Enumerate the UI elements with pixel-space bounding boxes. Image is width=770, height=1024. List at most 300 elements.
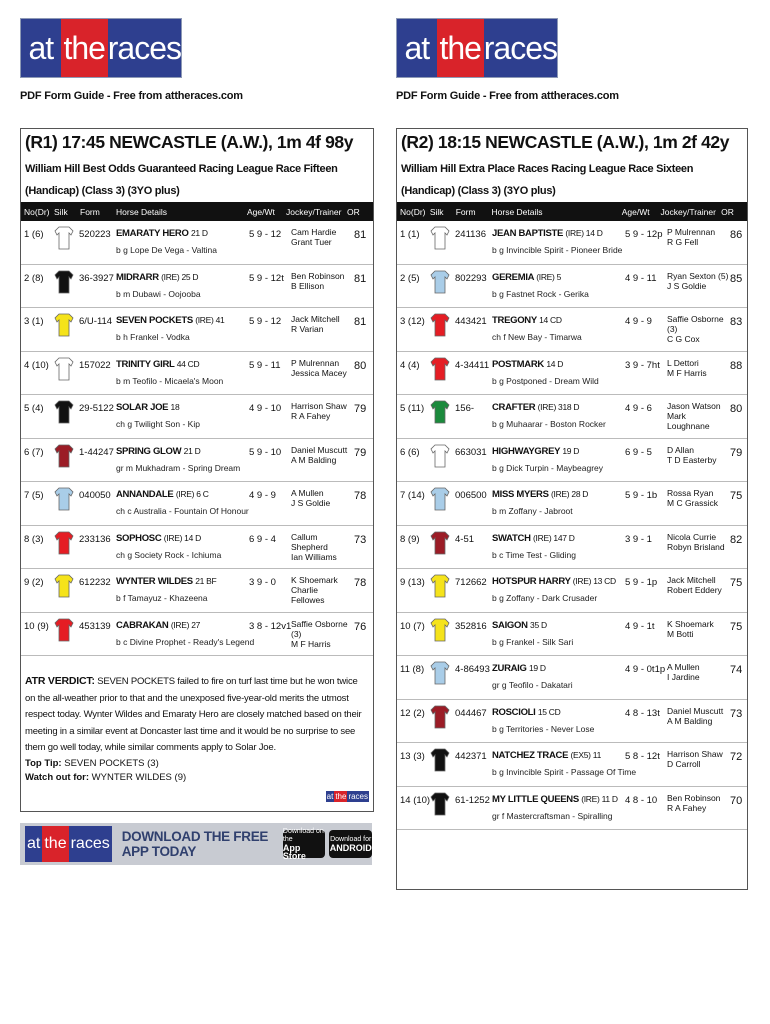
- header-or: OR: [721, 206, 734, 217]
- jockey-silk-icon: [430, 226, 450, 250]
- runner-number: 8 (3): [24, 533, 44, 545]
- horse-extra: (IRE) 13 CD: [572, 576, 616, 586]
- watch-out-for: Watch out for: WYNTER WILDES (9): [25, 772, 187, 783]
- horse-extra: 18: [170, 402, 180, 412]
- runner-form: 352816: [455, 620, 487, 632]
- jockey-trainer: [291, 488, 353, 508]
- official-rating: 73: [730, 707, 743, 720]
- age-weight: 3 9 - 0: [249, 577, 276, 588]
- age-weight: 5 8 - 12t: [625, 751, 660, 762]
- official-rating: 81: [354, 272, 367, 285]
- age-weight: 4 9 - 9: [625, 316, 652, 327]
- trainer-name: D Carroll: [667, 759, 701, 769]
- runner-row: [397, 613, 747, 657]
- horse-extra: (EX5) 11: [570, 750, 601, 760]
- jockey-name: Daniel Muscutt: [291, 444, 348, 455]
- trainer-name: Robert Eddery: [667, 585, 722, 595]
- age-weight: 3 8 - 12v1: [249, 620, 292, 632]
- runner-number: 14 (10): [400, 794, 431, 806]
- jockey-silk-icon: [54, 618, 74, 642]
- jockey-silk-icon: [54, 531, 74, 555]
- trainer-name: Mark Loughnane: [667, 411, 710, 431]
- official-rating: 72: [730, 751, 743, 763]
- runner-number: 8 (9): [400, 533, 420, 545]
- jockey-trainer: [667, 314, 729, 344]
- race-card-r2: [396, 128, 748, 890]
- runner-number: 13 (3): [400, 751, 425, 762]
- atr-logo: at the races: [20, 18, 182, 78]
- table-header: [397, 202, 747, 221]
- runner-form: 6/U-114: [79, 316, 113, 327]
- runner-form: 157022: [79, 359, 111, 371]
- official-rating: 78: [354, 577, 367, 589]
- official-rating: 79: [354, 403, 367, 415]
- horse-breeding: b c Time Test - Gliding: [492, 549, 576, 560]
- tips: [25, 757, 186, 785]
- horse-extra: 14 CD: [539, 315, 562, 325]
- age-weight: 6 9 - 4: [249, 533, 276, 545]
- jockey-name: Nicola Currie: [667, 531, 717, 542]
- runner-row: [397, 221, 747, 265]
- jockey-name: Jack Mitchell: [291, 314, 340, 324]
- horse-breeding: ch g Society Rock - Ichiuma: [116, 549, 222, 560]
- jockey-trainer: [667, 271, 729, 291]
- jockey-silk-icon: [430, 444, 450, 468]
- runner-form: 612232: [79, 577, 111, 588]
- horse-extra: 14 D: [546, 358, 564, 369]
- runner-number: 6 (6): [400, 446, 420, 458]
- trainer-name: Ian Williams: [291, 551, 337, 562]
- horse-breeding: ch c Australia - Fountain Of Honour: [116, 506, 249, 516]
- horse-breeding: b g Muhaarar - Boston Rocker: [492, 419, 606, 429]
- horse-extra: 44 CD: [176, 358, 200, 369]
- trainer-name: M Botti: [667, 628, 694, 639]
- horse-name[interactable]: ROSCIOLI 15 CD: [492, 706, 561, 718]
- header-age: Age/Wt: [247, 206, 275, 217]
- horse-breeding: b g Zoffany - Dark Crusader: [492, 593, 598, 603]
- horse-breeding: gr g Teofilo - Dakatari: [492, 680, 573, 690]
- age-weight: 4 8 - 13t: [625, 707, 660, 719]
- jockey-silk-icon: [430, 487, 450, 511]
- horse-name[interactable]: GEREMIA (IRE) 5: [492, 271, 562, 283]
- horse-breeding: b m Zoffany - Jabroot: [492, 506, 573, 516]
- horse-breeding: b g Frankel - Silk Sari: [492, 636, 574, 647]
- horse-name[interactable]: SAIGON 35 D: [492, 619, 547, 631]
- trainer-name: Jessica Macey: [291, 367, 347, 378]
- age-weight: 4 9 - 11: [625, 272, 657, 284]
- android-button[interactable]: Download for ANDROID: [329, 830, 372, 858]
- jockey-trainer: [291, 401, 353, 421]
- runner-row: [21, 613, 373, 657]
- runner-row: [397, 308, 747, 352]
- jockey-name: Callum Shepherd: [291, 531, 328, 552]
- race-subtitle: William Hill Best Odds Guaranteed Racing League Race Fifteen (Handicap) (Class 3) (3YO plus): [25, 163, 338, 197]
- jockey-trainer: [667, 619, 729, 639]
- official-rating: 75: [730, 577, 743, 589]
- jockey-name: K Shoemark: [291, 575, 338, 585]
- jockey-trainer: [667, 445, 729, 465]
- jockey-trainer: [291, 619, 353, 649]
- horse-extra: 21 BF: [195, 576, 217, 586]
- jockey-trainer: [291, 532, 353, 562]
- runner-form: 1-44247: [79, 446, 114, 458]
- horse-name[interactable]: NATCHEZ TRACE (EX5) 11: [492, 750, 601, 761]
- jockey-silk-icon: [54, 357, 74, 381]
- jockey-name: Ryan Sexton (5): [667, 270, 729, 281]
- horse-name[interactable]: CABRAKAN (IRE) 27: [116, 619, 201, 631]
- runner-list: [21, 221, 373, 656]
- horse-name[interactable]: EMARATY HERO 21 D: [116, 228, 208, 239]
- age-weight: 5 9 - 1b: [625, 490, 658, 501]
- official-rating: 70: [730, 794, 743, 807]
- trainer-name: I Jardine: [667, 672, 700, 682]
- runner-row: [397, 787, 747, 831]
- runner-number: 3 (12): [400, 316, 425, 327]
- jockey-silk-icon: [54, 270, 74, 294]
- runner-number: 4 (4): [400, 359, 420, 371]
- runner-row: [397, 265, 747, 309]
- jockey-name: L Dettori: [667, 357, 699, 368]
- official-rating: 79: [354, 446, 367, 459]
- trainer-name: T D Easterby: [667, 454, 717, 465]
- runner-number: 1 (1): [400, 229, 420, 240]
- jockey-name: Cam Hardie: [291, 227, 337, 237]
- atr-logo: at the races: [396, 18, 558, 78]
- jockey-silk-icon: [430, 705, 450, 729]
- jockey-silk-icon: [430, 748, 450, 772]
- horse-name[interactable]: ANNANDALE (IRE) 6 C: [116, 489, 209, 500]
- age-weight: 5 9 - 12: [249, 229, 282, 240]
- horse-name[interactable]: SEVEN POCKETS (IRE) 41: [116, 315, 225, 326]
- jockey-silk-icon: [54, 313, 74, 337]
- jockey-silk-icon: [54, 226, 74, 250]
- horse-extra: (IRE) 25 D: [161, 271, 199, 282]
- jockey-silk-icon: [54, 444, 74, 468]
- horse-breeding: gr m Mukhadram - Spring Dream: [116, 462, 241, 473]
- runner-form: 520223: [79, 229, 111, 240]
- horse-extra: 19 D: [562, 445, 580, 456]
- age-weight: 4 9 - 0t1p: [625, 664, 666, 675]
- runner-form: 36-3927: [79, 272, 114, 284]
- atr-mini-logo: at the races: [326, 792, 368, 801]
- horse-name[interactable]: MISS MYERS (IRE) 28 D: [492, 489, 589, 500]
- runner-form: 156-: [455, 403, 475, 414]
- horse-extra: 15 CD: [537, 706, 561, 717]
- header-silk: Silk: [429, 206, 444, 217]
- horse-breeding: b g Postponed - Dream Wild: [492, 375, 599, 386]
- header-or: OR: [347, 206, 360, 217]
- runner-form: 29-5122: [79, 403, 114, 414]
- trainer-name: Robyn Brisland: [667, 541, 725, 552]
- runner-row: [397, 482, 747, 526]
- jockey-name: Ben Robinson: [291, 270, 345, 281]
- runner-row: [21, 439, 373, 483]
- runner-number: 5 (4): [24, 403, 44, 414]
- horse-name[interactable]: TREGONY 14 CD: [492, 315, 562, 326]
- horse-extra: 35 D: [530, 619, 547, 630]
- jockey-trainer: [667, 575, 729, 595]
- runner-number: 10 (7): [400, 620, 425, 632]
- horse-breeding: b g Dick Turpin - Maybeagrey: [492, 462, 604, 473]
- trainer-name: J S Goldie: [667, 280, 707, 291]
- jockey-silk-icon: [430, 357, 450, 381]
- age-weight: 5 9 - 11: [249, 359, 281, 371]
- horse-extra: (IRE) 147 D: [533, 532, 575, 543]
- official-rating: 73: [354, 533, 367, 546]
- jockey-silk-icon: [430, 531, 450, 555]
- app-store-button[interactable]: Download on the App Store: [282, 828, 324, 861]
- horse-extra: 19 D: [528, 663, 546, 673]
- horse-breeding: b g Invincible Spirit - Pioneer Bride: [492, 245, 623, 255]
- jockey-name: Jack Mitchell: [667, 575, 716, 585]
- header-no: No(Dr): [24, 206, 50, 217]
- horse-breeding: ch f New Bay - Timarwa: [492, 332, 582, 342]
- header-jockey: Jockey/Trainer: [286, 206, 342, 217]
- age-weight: 4 9 - 1t: [625, 620, 655, 632]
- runner-list: [397, 221, 747, 830]
- header-horse: Horse Details: [116, 206, 168, 217]
- age-weight: 4 9 - 6: [625, 403, 652, 414]
- header-age: Age/Wt: [621, 206, 650, 217]
- horse-name[interactable]: SOLAR JOE 18: [116, 402, 180, 413]
- jockey-trainer: [291, 575, 353, 605]
- atr-verdict: [25, 673, 369, 757]
- trainer-name: Grant Tuer: [291, 237, 332, 247]
- runner-form: 712662: [455, 577, 487, 588]
- jockey-trainer: [667, 227, 729, 247]
- runner-number: 5 (11): [400, 403, 425, 414]
- race-subtitle: William Hill Extra Place Races Racing League Race Sixteen (Handicap) (Class 3) (3YO plus): [401, 163, 694, 197]
- horse-breeding: b c Divine Prophet - Ready's Legend: [116, 636, 255, 647]
- trainer-name: A M Balding: [291, 454, 337, 465]
- age-weight: 5 9 - 10: [249, 446, 282, 458]
- runner-form: 233136: [79, 533, 111, 545]
- horse-name[interactable]: SPRING GLOW 21 D: [116, 445, 201, 457]
- header-jockey: Jockey/Trainer: [660, 206, 716, 217]
- runner-form: 4-86493: [455, 664, 490, 675]
- runner-row: [21, 308, 373, 352]
- runner-number: 3 (1): [24, 316, 44, 327]
- runner-form: 006500: [455, 490, 487, 501]
- runner-number: 2 (5): [400, 272, 420, 284]
- horse-name[interactable]: JEAN BAPTISTE (IRE) 14 D: [492, 228, 603, 239]
- horse-name[interactable]: HOTSPUR HARRY (IRE) 13 CD: [492, 576, 616, 587]
- official-rating: 83: [730, 316, 743, 328]
- runner-row: [21, 569, 373, 613]
- horse-extra: (IRE) 318 D: [537, 402, 580, 412]
- official-rating: 82: [730, 533, 743, 546]
- banner-text: DOWNLOAD THE FREE APP TODAY: [121, 829, 269, 859]
- jockey-trainer: [667, 706, 729, 726]
- jockey-silk-icon: [430, 792, 450, 816]
- jockey-silk-icon: [430, 400, 450, 424]
- runner-number: 12 (2): [400, 707, 425, 719]
- header-silk: Silk: [54, 206, 68, 217]
- top-tip: Top Tip: SEVEN POCKETS (3): [25, 758, 159, 769]
- runner-number: 9 (13): [400, 577, 425, 588]
- age-weight: 4 9 - 10: [249, 403, 282, 414]
- jockey-name: P Mulrennan: [291, 357, 340, 368]
- horse-extra: 21 D: [190, 228, 208, 238]
- runner-row: [397, 700, 747, 744]
- official-rating: 79: [730, 446, 743, 459]
- horse-extra: 21 D: [183, 445, 201, 456]
- official-rating: 75: [730, 490, 743, 502]
- runner-row: [397, 569, 747, 613]
- jockey-trainer: [667, 749, 729, 769]
- horse-name[interactable]: ZURAIG 19 D: [492, 663, 546, 674]
- horse-name[interactable]: CRAFTER (IRE) 318 D: [492, 402, 580, 413]
- jockey-trainer: [291, 227, 353, 247]
- horse-breeding: b g Territories - Never Lose: [492, 723, 595, 734]
- official-rating: 88: [730, 359, 743, 372]
- age-weight: 5 9 - 12p: [625, 229, 663, 240]
- official-rating: 80: [354, 359, 367, 372]
- horse-breeding: b h Frankel - Vodka: [116, 332, 190, 342]
- horse-breeding: ch g Twilight Son - Kip: [116, 419, 200, 429]
- runner-form: 442371: [455, 751, 487, 762]
- age-weight: 3 9 - 1: [625, 533, 652, 545]
- jockey-silk-icon: [54, 400, 74, 424]
- runner-row: [397, 743, 747, 787]
- runner-number: 9 (2): [24, 577, 44, 588]
- age-weight: 4 9 - 9: [249, 490, 276, 501]
- official-rating: 78: [354, 490, 367, 502]
- age-weight: 5 9 - 1p: [625, 577, 658, 588]
- jockey-trainer: [291, 271, 353, 291]
- jockey-name: Harrison Shaw: [667, 749, 723, 759]
- trainer-name: M C Grassick: [667, 498, 718, 508]
- runner-form: 044467: [455, 707, 487, 719]
- column-left: [20, 0, 372, 801]
- jockey-trainer: [667, 401, 729, 431]
- race-title: (R2) 18:15 NEWCASTLE (A.W.), 1m 2f 42y: [401, 132, 730, 152]
- trainer-name: J S Goldie: [291, 498, 331, 508]
- header-form: Form: [80, 206, 100, 217]
- horse-extra: (IRE) 41: [195, 315, 225, 325]
- runner-row: [21, 526, 373, 570]
- table-header: [21, 202, 373, 221]
- official-rating: 85: [730, 272, 743, 285]
- jockey-name: Jason Watson: [667, 401, 721, 411]
- runner-row: [397, 656, 747, 700]
- runner-number: 7 (14): [400, 490, 425, 501]
- official-rating: 76: [354, 620, 367, 633]
- horse-name[interactable]: POSTMARK 14 D: [492, 358, 564, 370]
- horse-name[interactable]: MIDRARR (IRE) 25 D: [116, 271, 199, 283]
- jockey-silk-icon: [430, 574, 450, 598]
- jockey-trainer: [291, 314, 353, 334]
- pdf-guide-caption: PDF Form Guide - Free from attheraces.com: [20, 90, 243, 102]
- runner-form: 802293: [455, 272, 487, 284]
- runner-row: [21, 352, 373, 396]
- jockey-name: Ben Robinson: [667, 792, 721, 803]
- runner-number: 2 (8): [24, 272, 44, 284]
- header-form: Form: [455, 206, 476, 217]
- jockey-name: D Allan: [667, 444, 694, 455]
- horse-name[interactable]: WYNTER WILDES 21 BF: [116, 576, 217, 587]
- runner-form: 4-34411: [455, 359, 490, 371]
- runner-number: 4 (10): [24, 359, 49, 371]
- age-weight: 6 9 - 5: [625, 446, 652, 458]
- runner-row: [21, 482, 373, 526]
- horse-name[interactable]: HIGHWAYGREY 19 D: [492, 445, 580, 457]
- jockey-name: Saffie Osborne (3): [291, 618, 348, 639]
- horse-breeding: b m Teofilo - Micaela's Moon: [116, 375, 224, 386]
- jockey-silk-icon: [430, 270, 450, 294]
- jockey-silk-icon: [430, 313, 450, 337]
- trainer-name: M F Harris: [291, 638, 331, 649]
- jockey-name: A Mullen: [667, 662, 700, 672]
- runner-number: 6 (7): [24, 446, 44, 458]
- horse-name[interactable]: SWATCH (IRE) 147 D: [492, 532, 575, 544]
- jockey-name: Saffie Osborne (3): [667, 314, 724, 334]
- official-rating: 81: [354, 316, 367, 328]
- jockey-trainer: [291, 445, 353, 465]
- jockey-silk-icon: [430, 661, 450, 685]
- age-weight: 3 9 - 7ht: [625, 359, 660, 371]
- horse-name[interactable]: MY LITTLE QUEENS (IRE) 11 D: [492, 793, 618, 805]
- jockey-silk-icon: [430, 618, 450, 642]
- trainer-name: M F Harris: [667, 367, 707, 378]
- trainer-name: B Ellison: [291, 280, 325, 291]
- horse-name[interactable]: SOPHOSC (IRE) 14 D: [116, 532, 201, 544]
- age-weight: 4 8 - 10: [625, 794, 658, 806]
- horse-extra: (IRE) 14 D: [565, 228, 603, 238]
- runner-row: [21, 221, 373, 265]
- horse-breeding: b g Invincible Spirit - Passage Of Time: [492, 767, 637, 777]
- runner-row: [21, 265, 373, 309]
- runner-form: 443421: [455, 316, 487, 327]
- official-rating: 74: [730, 664, 743, 676]
- runner-form: 61-1252: [455, 794, 490, 806]
- jockey-trainer: [667, 358, 729, 378]
- runner-number: 10 (9): [24, 620, 49, 632]
- official-rating: 81: [354, 229, 367, 241]
- horse-breeding: gr f Mastercraftsman - Spiralling: [492, 810, 613, 821]
- trainer-name: R A Fahey: [667, 802, 707, 813]
- runner-row: [21, 395, 373, 439]
- jockey-name: Rossa Ryan: [667, 488, 714, 498]
- jockey-trainer: [667, 532, 729, 552]
- jockey-silk-icon: [54, 487, 74, 511]
- app-download-banner[interactable]: [20, 823, 372, 865]
- atr-banner-logo: at the races: [25, 826, 112, 862]
- verdict-text: SEVEN POCKETS failed to fire on turf last time but he won twice on the all-weather prior to that and the unexposed five-year-old merits the utmost respect today. Wynter Wildes and Emaraty Hero are closely matched based on their meeting in a similar event at Doncaster last time and it would be no surprise to see them go well today, while similar comments apply to Solar Joe.: [25, 676, 362, 753]
- runner-number: 7 (5): [24, 490, 44, 501]
- header-horse: Horse Details: [491, 206, 543, 217]
- runner-row: [397, 352, 747, 396]
- trainer-name: R Varian: [291, 324, 324, 334]
- trainer-name: R A Fahey: [291, 411, 331, 421]
- jockey-trainer: [291, 358, 353, 378]
- header-no: No(Dr): [400, 206, 426, 217]
- official-rating: 86: [730, 229, 743, 241]
- jockey-name: A Mullen: [291, 488, 324, 498]
- runner-form: 4-51: [455, 533, 475, 545]
- horse-name[interactable]: TRINITY GIRL 44 CD: [116, 358, 200, 370]
- trainer-name: A M Balding: [667, 715, 713, 726]
- horse-extra: (IRE) 5: [536, 271, 562, 282]
- horse-extra: (IRE) 11 D: [581, 793, 618, 804]
- jockey-trainer: [667, 793, 729, 813]
- trainer-name: R G Fell: [667, 237, 699, 247]
- jockey-silk-icon: [54, 574, 74, 598]
- trainer-name: C G Cox: [667, 334, 700, 344]
- horse-extra: (IRE) 27: [170, 619, 201, 630]
- race-title: (R1) 17:45 NEWCASTLE (A.W.), 1m 4f 98y: [25, 132, 354, 152]
- runner-row: [397, 439, 747, 483]
